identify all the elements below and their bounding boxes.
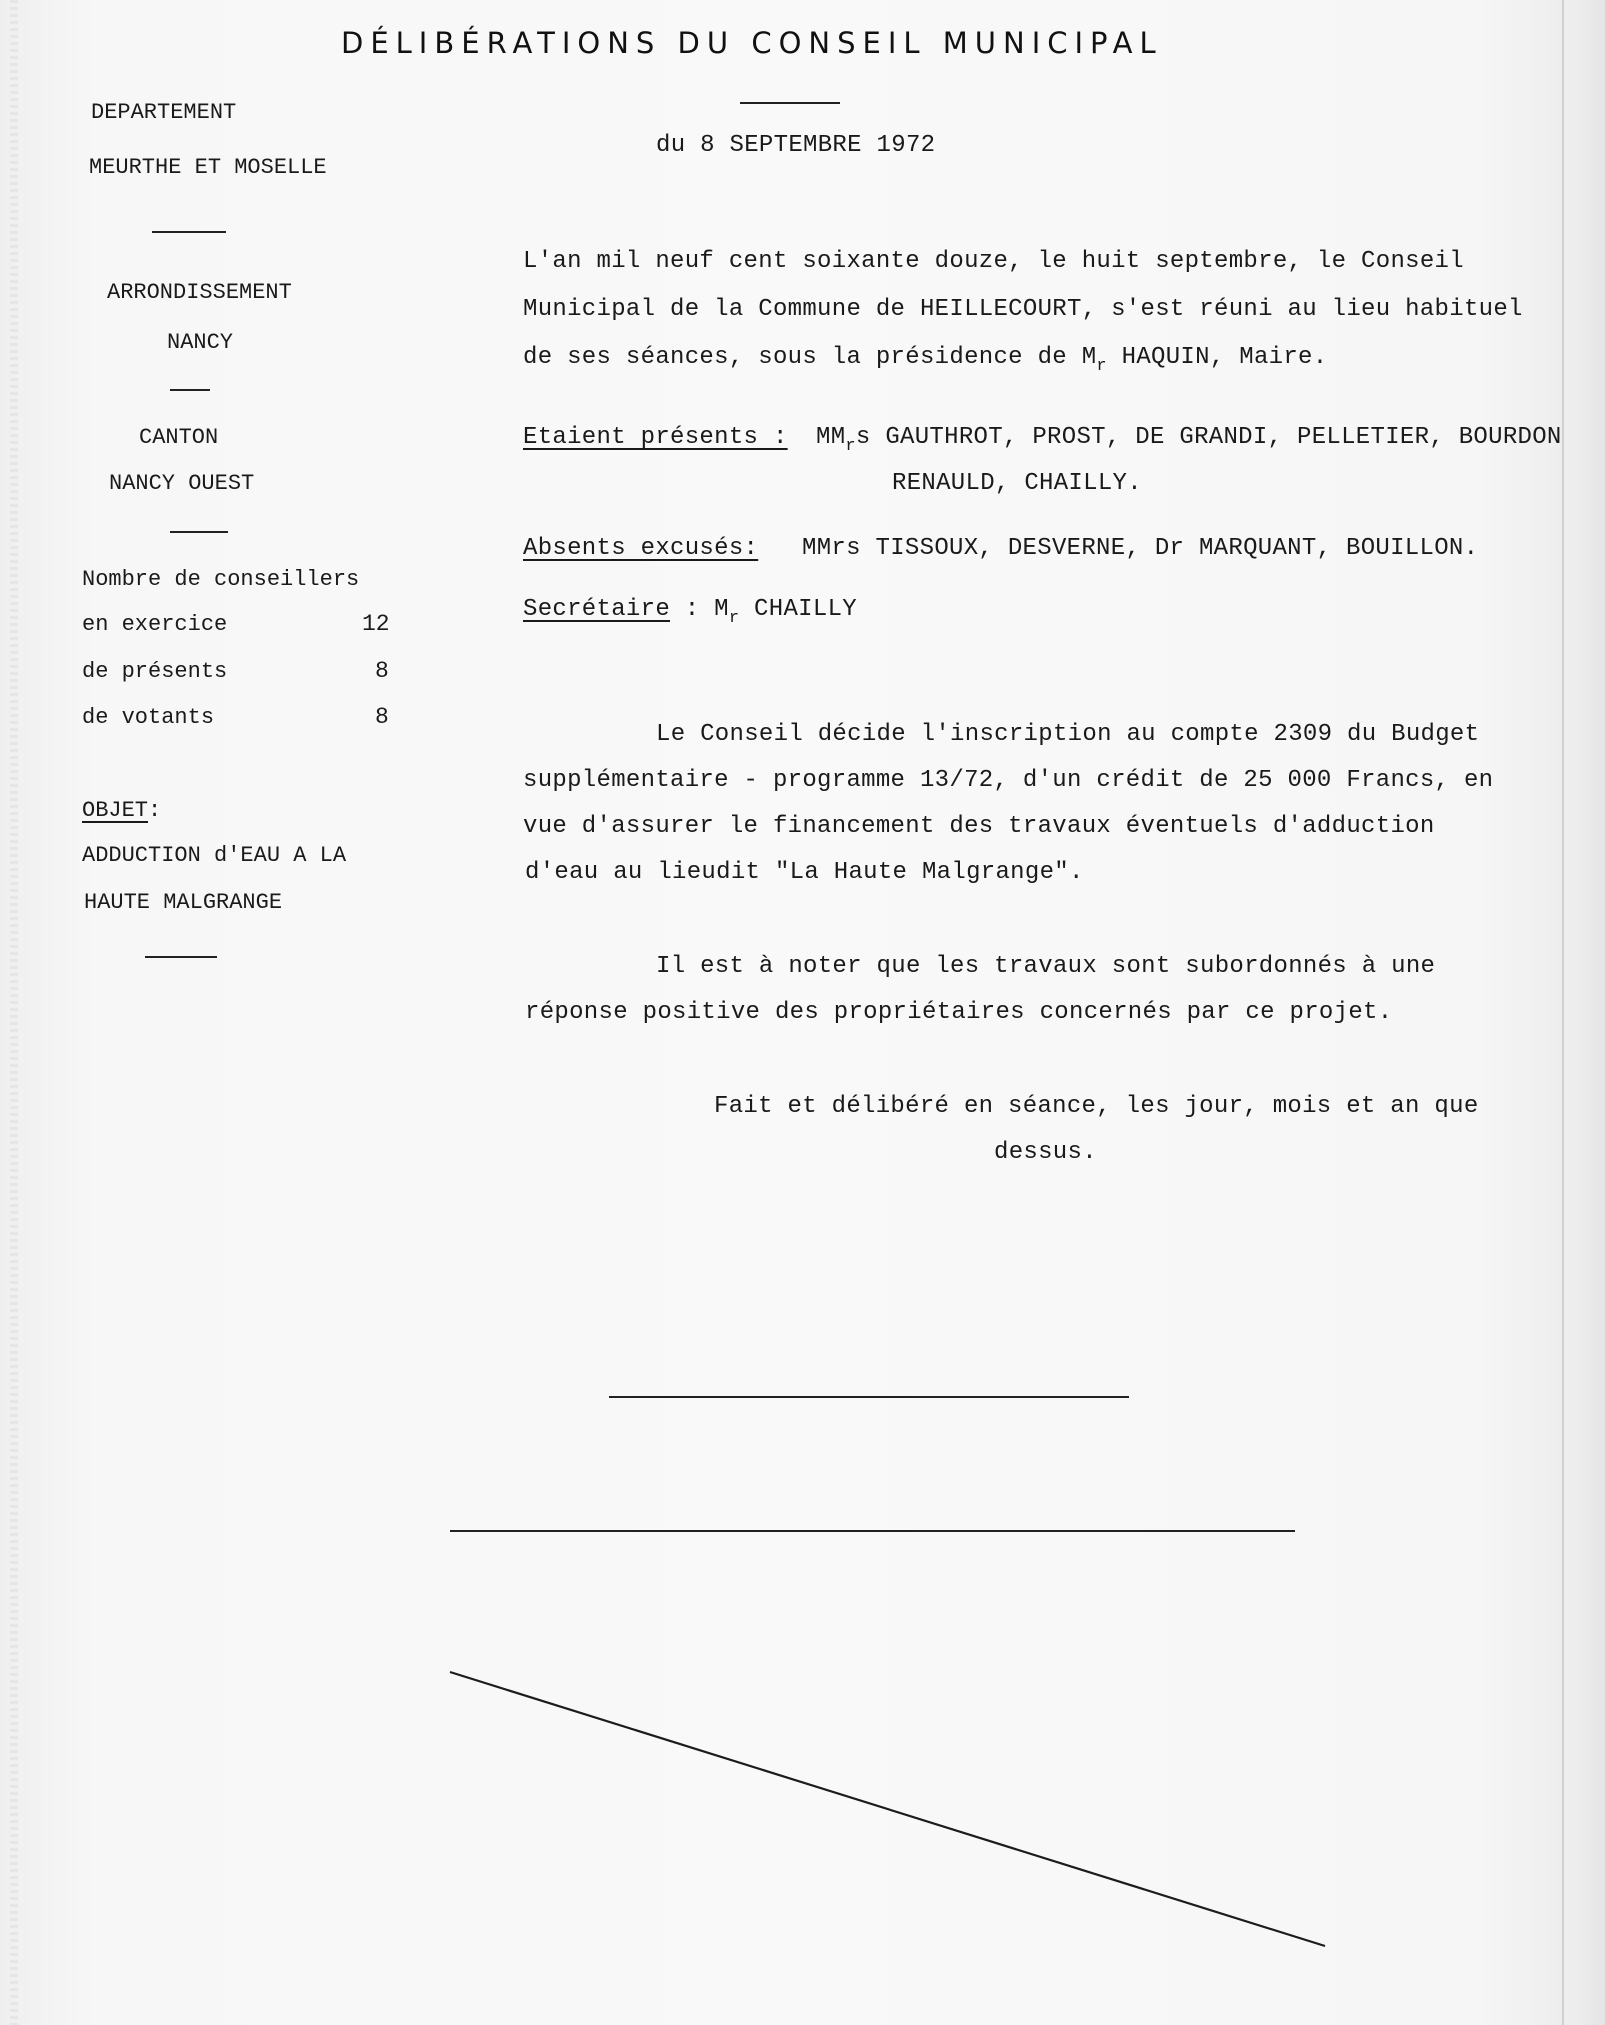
perforated-edge <box>10 0 18 2025</box>
page-edge-shadow <box>1575 0 1605 2025</box>
presents-pre: MM <box>816 424 846 451</box>
secretaire-sub: r <box>728 609 740 628</box>
sidebar-rule-1 <box>152 231 226 233</box>
secretaire-line <box>523 596 857 628</box>
canton-name: NANCY OUEST <box>109 471 255 496</box>
conseillers-votants-label: de votants <box>82 705 215 730</box>
conseillers-exercice-value: 12 <box>362 611 390 637</box>
presents-names: s GAUTHROT, PROST, DE GRANDI, PELLETIER, BOURDON <box>855 424 1562 451</box>
conseillers-presents-label: de présents <box>82 659 228 684</box>
note-line-1: Il est à noter que les travaux sont subordonnés à une <box>656 953 1436 980</box>
presents-sub: r <box>845 437 856 456</box>
decision-line-4: d'eau au lieudit "La Haute Malgrange". <box>525 859 1084 886</box>
presents-list-line-1 <box>816 424 1562 456</box>
departement-label: DEPARTEMENT <box>91 100 237 125</box>
closing-line-1: Fait et délibéré en séance, les jour, mois et an que <box>714 1093 1479 1120</box>
canton-label: CANTON <box>139 425 219 450</box>
page-fold-line <box>1562 0 1564 2025</box>
conseillers-exercice-label: en exercice <box>82 612 228 637</box>
secretaire-colon: : <box>684 596 700 623</box>
meeting-date: du 8 SEPTEMBRE 1972 <box>656 132 936 159</box>
objet-label-line <box>82 798 161 823</box>
secretaire-pre: M <box>714 596 729 623</box>
blank-rule-1 <box>609 1396 1129 1398</box>
sidebar-rule-3 <box>170 531 228 533</box>
closing-line-2: dessus. <box>994 1139 1097 1166</box>
diagonal-line <box>450 1672 1325 1946</box>
departement-name: MEURTHE ET MOSELLE <box>89 155 327 180</box>
objet-line-2: HAUTE MALGRANGE <box>84 890 283 915</box>
sidebar-rule-4 <box>145 956 217 958</box>
decision-line-3: vue d'assurer le financement des travaux éventuels d'adduction <box>523 813 1435 840</box>
sidebar-rule-2 <box>170 389 210 391</box>
conseillers-presents-value: 8 <box>375 658 389 684</box>
intro-line-1: L'an mil neuf cent soixante douze, le huit septembre, le Conseil <box>523 248 1464 275</box>
blank-rule-2 <box>450 1530 1295 1532</box>
secretaire-label: Secrétaire <box>523 596 671 623</box>
intro-line-3-pre: de ses séances, sous la présidence de M <box>523 344 1097 371</box>
arrondissement-label: ARRONDISSEMENT <box>107 280 292 305</box>
absents-list: MMrs TISSOUX, DESVERNE, Dr MARQUANT, BOUILLON. <box>802 535 1479 562</box>
intro-line-2: Municipal de la Commune de HEILLECOURT, s'est réuni au lieu habituel <box>523 296 1523 323</box>
conseillers-heading: Nombre de conseillers <box>82 567 360 592</box>
arrondissement-name: NANCY <box>167 330 234 355</box>
objet-colon: : <box>148 798 162 823</box>
presents-list-line-2: RENAULD, CHAILLY. <box>892 470 1142 497</box>
absents-label: Absents excusés: <box>523 535 759 562</box>
decision-line-2: supplémentaire - programme 13/72, d'un crédit de 25 000 Francs, en <box>523 767 1494 794</box>
conseillers-votants-value: 8 <box>375 704 389 730</box>
intro-line-3-post: HAQUIN, Maire. <box>1106 344 1328 371</box>
strike-through-diagonal <box>440 1660 1340 1960</box>
note-line-2: réponse positive des propriétaires concernés par ce projet. <box>525 999 1393 1026</box>
presents-label: Etaient présents : <box>523 424 788 451</box>
secretaire-name: CHAILLY <box>739 596 857 623</box>
document-title: DÉLIBÉRATIONS DU CONSEIL MUNICIPAL <box>341 26 1163 60</box>
title-rule <box>740 102 840 104</box>
intro-line-3 <box>523 344 1328 376</box>
objet-line-1: ADDUCTION d'EAU A LA <box>82 843 347 868</box>
decision-line-1: Le Conseil décide l'inscription au compte 2309 du Budget <box>656 721 1480 748</box>
objet-label: OBJET <box>82 798 149 823</box>
intro-line-3-sub: r <box>1096 357 1107 376</box>
